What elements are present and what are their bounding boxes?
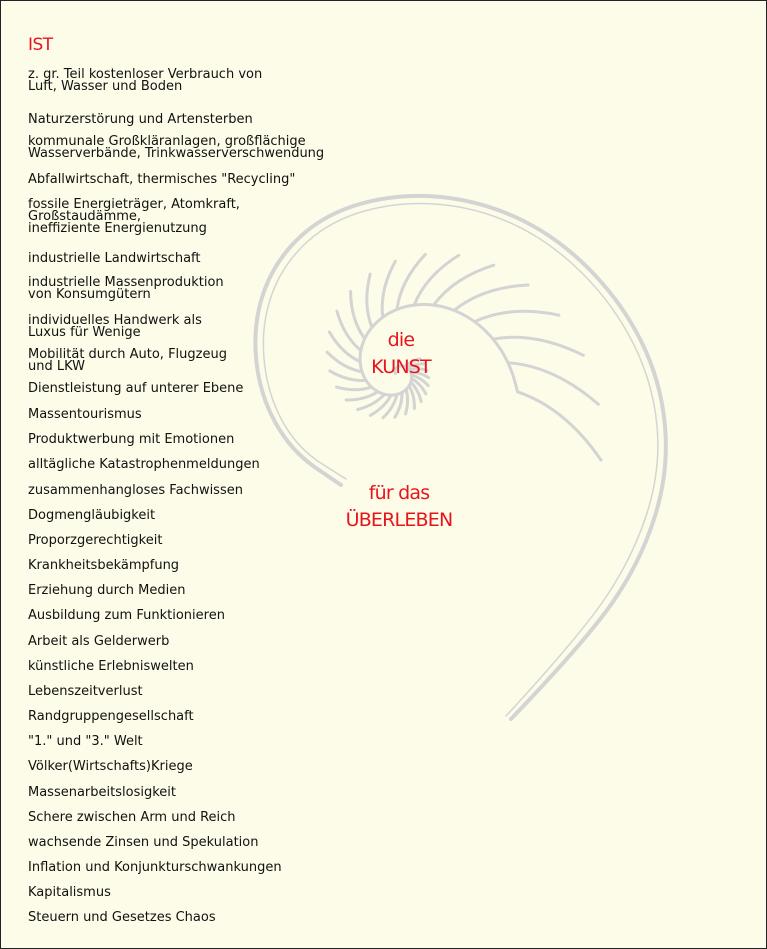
list-item: Inflation und Konjunkturschwankungen [28, 860, 282, 875]
caption-ueberleben: ÜBERLEBEN [345, 509, 453, 531]
kunst-caption [351, 327, 451, 381]
list-item: Proporzgerechtigkeit [28, 533, 163, 548]
list-item: Mobilität durch Auto, Flugzeug und LKW [28, 347, 227, 374]
caption-kunst: KUNST [371, 356, 431, 378]
list-item: Abfallwirtschaft, thermisches "Recycling" [28, 172, 296, 187]
list-item: Ausbildung zum Funktionieren [28, 608, 225, 623]
list-item: alltägliche Katastrophenmeldungen [28, 457, 260, 472]
list-item: Randgruppengesellschaft [28, 709, 194, 724]
list-item: zusammenhangloses Fachwissen [28, 483, 243, 498]
list-item: Arbeit als Gelderwerb [28, 634, 170, 649]
list-item: Massentourismus [28, 407, 142, 422]
list-item: industrielle Landwirtschaft [28, 251, 201, 266]
caption-fuer-das: für das [368, 482, 430, 504]
list-item: Dienstleistung auf unterer Ebene [28, 381, 244, 396]
list-item: Naturzerstörung und Artensterben [28, 112, 253, 127]
list-item: Lebenszeitverlust [28, 684, 143, 699]
list-item: Massenarbeitslosigkeit [28, 785, 176, 800]
list-item: Krankheitsbekämpfung [28, 558, 180, 573]
list-item: Dogmengläubigkeit [28, 508, 156, 523]
list-item: "1." und "3." Welt [28, 734, 143, 749]
list-item: Produktwerbung mit Emotionen [28, 432, 235, 447]
caption-die: die [387, 329, 415, 351]
ueberleben-caption [319, 480, 479, 534]
list-item: fossile Energieträger, Atomkraft, Großstaudämme, ineffiziente Energienutzung [28, 197, 240, 236]
list-item: kommunale Großkläranlagen, großflächige Wasserverbände, Trinkwasserverschwendung [28, 134, 325, 161]
list-item: Schere zwischen Arm und Reich [28, 810, 236, 825]
list-item: Erziehung durch Medien [28, 583, 186, 598]
list-item: Kapitalismus [28, 885, 111, 900]
list-item: z. gr. Teil kostenloser Verbrauch von Luft, Wasser und Boden [28, 67, 263, 94]
list-item: künstliche Erlebniswelten [28, 659, 194, 674]
list-item: individuelles Handwerk als Luxus für Wenige [28, 313, 202, 340]
list-item: Völker(Wirtschafts)Kriege [28, 759, 193, 774]
list-item: Steuern und Gesetzes Chaos [28, 910, 216, 925]
list-item: wachsende Zinsen und Spekulation [28, 835, 259, 850]
list-item: industrielle Massenproduktion von Konsumgütern [28, 275, 224, 302]
ist-heading: IST [28, 35, 53, 55]
